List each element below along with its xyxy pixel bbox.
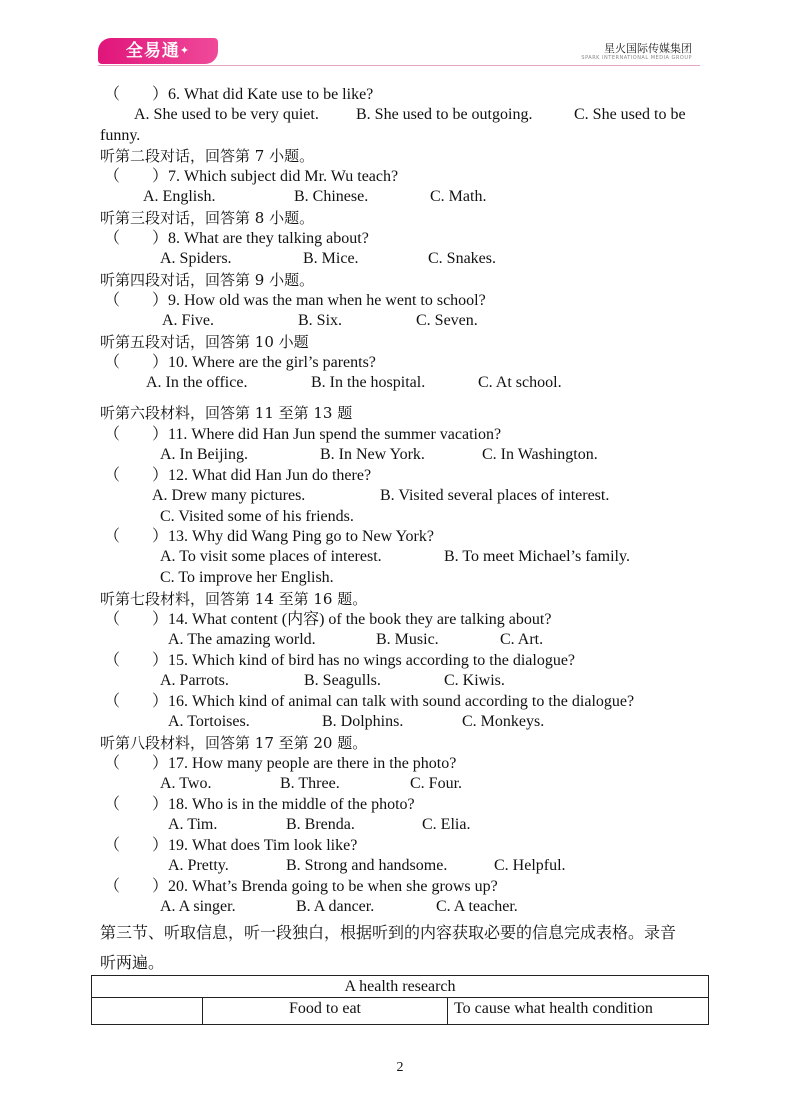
q17-option-a: A. Two. xyxy=(160,775,212,792)
q6-option-a: A. She used to be very quiet. xyxy=(134,106,319,123)
question-15: （ ）15. Which kind of bird has no wings according to the dialogue? xyxy=(104,652,576,669)
q8-option-b: B. Mice. xyxy=(303,250,359,267)
q12-option-b: B. Visited several places of interest. xyxy=(380,487,610,504)
question-6: （ ）6. What did Kate use to be like? xyxy=(104,86,374,103)
q10-option-b: B. In the hospital. xyxy=(311,374,426,391)
q16-option-c: C. Monkeys. xyxy=(462,713,545,730)
q19-option-a: A. Pretty. xyxy=(168,857,229,874)
q14-option-a: A. The amazing world. xyxy=(168,631,316,648)
q16-option-b: B. Dolphins. xyxy=(322,713,404,730)
q6-option-b: B. She used to be outgoing. xyxy=(356,106,533,123)
q11-option-b: B. In New York. xyxy=(320,446,425,463)
question-7: （ ）7. Which subject did Mr. Wu teach? xyxy=(104,168,399,185)
brand-subtitle: SPARK INTERNATIONAL MEDIA GROUP xyxy=(581,55,692,61)
q6-option-c-continued: funny. xyxy=(100,127,141,144)
q20-option-a: A. A singer. xyxy=(160,898,236,915)
page-number: 2 xyxy=(396,1060,404,1075)
q10-option-c: C. At school. xyxy=(478,374,562,391)
q13-option-a: A. To visit some places of interest. xyxy=(160,548,382,565)
question-9: （ ）9. How old was the man when he went to school? xyxy=(104,292,486,309)
section-8-heading: 听第八段材料，回答第 17 至第 20 题。 xyxy=(100,734,368,752)
q20-option-b: B. A dancer. xyxy=(296,898,375,915)
q18-option-a: A. Tim. xyxy=(168,816,218,833)
question-13: （ ）13. Why did Wang Ping go to New York? xyxy=(104,528,434,545)
logo-text: 全易通 xyxy=(125,41,180,61)
question-17: （ ）17. How many people are there in the photo? xyxy=(104,755,457,772)
q18-option-c: C. Elia. xyxy=(422,816,471,833)
health-research-table xyxy=(91,975,709,1025)
section-5-heading: 听第五段对话，回答第 10 小题 xyxy=(100,333,309,351)
q6-option-c: C. She used to be xyxy=(574,106,686,123)
question-20: （ ）20. What’s Brenda going to be when she grows up? xyxy=(104,878,498,895)
q20-option-c: C. A teacher. xyxy=(436,898,518,915)
q17-option-b: B. Three. xyxy=(280,775,340,792)
q19-option-c: C. Helpful. xyxy=(494,857,566,874)
q16-option-a: A. Tortoises. xyxy=(168,713,250,730)
q14-option-c: C. Art. xyxy=(500,631,544,648)
q9-option-a: A. Five. xyxy=(162,312,214,329)
header-divider xyxy=(98,65,700,66)
brand-logo xyxy=(98,38,218,64)
table-header-condition: To cause what health condition xyxy=(448,998,709,1025)
star-icon: ✦ xyxy=(179,44,191,57)
question-10: （ ）10. Where are the girl’s parents? xyxy=(104,354,376,371)
question-12: （ ）12. What did Han Jun do there? xyxy=(104,467,372,484)
q7-option-b: B. Chinese. xyxy=(294,188,369,205)
q11-option-a: A. In Beijing. xyxy=(160,446,248,463)
brand-name: 星火国际传媒集团 xyxy=(604,42,692,55)
q9-option-b: B. Six. xyxy=(298,312,343,329)
q12-option-a: A. Drew many pictures. xyxy=(152,487,306,504)
q15-option-b: B. Seagulls. xyxy=(304,672,381,689)
section-three-instructions-cont: 听两遍。 xyxy=(100,953,165,972)
q12-option-c: C. Visited some of his friends. xyxy=(160,508,354,525)
section-3-heading: 听第三段对话，回答第 8 小题。 xyxy=(100,209,315,227)
section-6-heading: 听第六段材料，回答第 11 至第 13 题 xyxy=(100,404,353,422)
table-header-blank xyxy=(92,998,203,1025)
section-three-instructions: 第三节、听取信息，听一段独白，根据听到的内容获取必要的信息完成表格。录音 xyxy=(100,923,677,942)
q10-option-a: A. In the office. xyxy=(146,374,248,391)
q8-option-c: C. Snakes. xyxy=(428,250,496,267)
section-7-heading: 听第七段材料，回答第 14 至第 16 题。 xyxy=(100,590,368,608)
q17-option-c: C. Four. xyxy=(410,775,463,792)
section-4-heading: 听第四段对话，回答第 9 小题。 xyxy=(100,271,315,289)
table-title: A health research xyxy=(92,976,709,998)
q8-option-a: A. Spiders. xyxy=(160,250,232,267)
q19-option-b: B. Strong and handsome. xyxy=(286,857,448,874)
question-16: （ ）16. Which kind of animal can talk with sound according to the dialogue? xyxy=(104,693,635,710)
q9-option-c: C. Seven. xyxy=(416,312,478,329)
q7-option-a: A. English. xyxy=(143,188,216,205)
q13-option-b: B. To meet Michael’s family. xyxy=(444,548,630,565)
question-11: （ ）11. Where did Han Jun spend the summer vacation? xyxy=(104,426,502,443)
q15-option-a: A. Parrots. xyxy=(160,672,229,689)
q11-option-c: C. In Washington. xyxy=(482,446,598,463)
q14-option-b: B. Music. xyxy=(376,631,439,648)
question-8: （ ）8. What are they talking about? xyxy=(104,230,369,247)
question-18: （ ）18. Who is in the middle of the photo? xyxy=(104,796,415,813)
q15-option-c: C. Kiwis. xyxy=(444,672,505,689)
section-2-heading: 听第二段对话，回答第 7 小题。 xyxy=(100,147,315,165)
question-19: （ ）19. What does Tim look like? xyxy=(104,837,358,854)
question-14: （ ）14. What content (内容) of the book they are talking about? xyxy=(104,611,552,628)
q13-option-c: C. To improve her English. xyxy=(160,569,334,586)
table-header-food: Food to eat xyxy=(203,998,448,1025)
q18-option-b: B. Brenda. xyxy=(286,816,355,833)
q7-option-c: C. Math. xyxy=(430,188,487,205)
